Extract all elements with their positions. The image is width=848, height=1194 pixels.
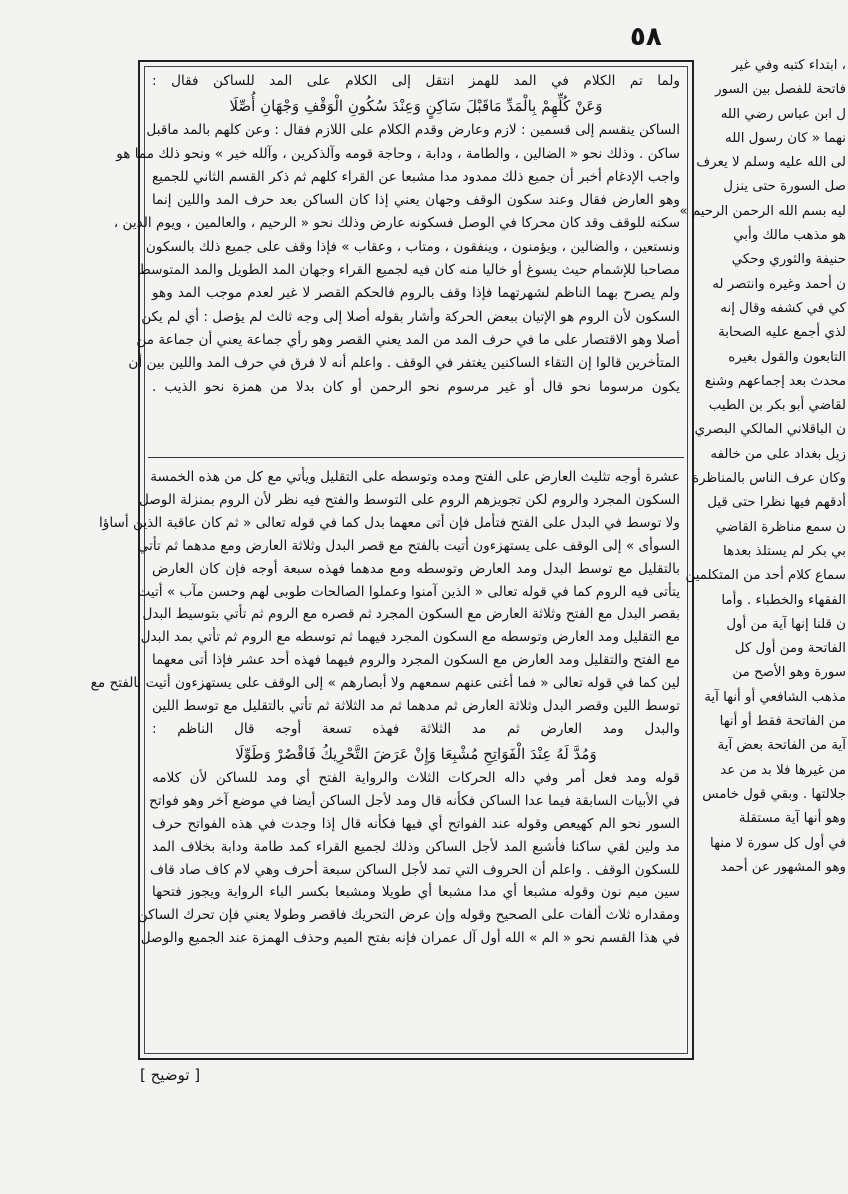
text-line: ولا توسط في البدل على الفتح فتأمل فإن أتى معهما بدل كما في قوله تعالى « ثم كان عاقبة الذين أساؤا: [99, 514, 680, 531]
catchword: [ توضيح ]: [140, 1066, 201, 1084]
text-line: مع التقليل ومد العارض وتوسطه مع السكون المجرد فيهما ثم توسطه مع الروم ثم تأتي بمد البدل: [140, 629, 680, 646]
text-line: أصلا وهو الاقتصار على ما في حرف المد من المد يعني القصر وهو رأي جماعة يعني أن جماعة من: [136, 331, 680, 348]
text-line: واجب الإدغام أخبر أن جميع ذلك ممدود مدا مشبعا عن القراء كلهم ثم ذكر القسم الثاني للجميع: [152, 168, 680, 185]
margin-line: بي بكر لم يستلذ بعدها: [723, 543, 846, 559]
margin-line: زيل بغداد على من خالفه: [710, 446, 846, 462]
margin-line: في أول كل سورة لا منها: [710, 835, 846, 851]
text-line: سين ميم نون وقوله مشبعا أي مدا مشبعا أي طويلا ومشبعا بكسر الباء الرواية ويجوز فتحها: [152, 884, 680, 901]
section-divider: [148, 457, 684, 458]
margin-line: ن الباقلاني المالكي البصري: [694, 422, 846, 438]
intro-line: ولما تم الكلام في المد للهمز انتقل إلى الكلام على المد للساكن فقال :: [152, 73, 680, 89]
margin-line: ل ابن عباس رضي الله: [720, 106, 846, 122]
margin-line: صل السورة حتى ينزل: [723, 179, 846, 195]
margin-line: أدقهم فيها نظرا حتى قيل: [707, 495, 846, 511]
margin-line: لذي أجمع عليه الصحابة: [718, 325, 846, 341]
margin-line: كي في كشفه وقال إنه: [720, 300, 846, 316]
text-line: عشرة أوجه تثليث العارض على الفتح ومده وتوسطه على التقليل ويأتي مع كل من هذه الخمسة: [150, 469, 680, 485]
margin-line: مذهب الشافعي أو أنها آية: [704, 689, 846, 705]
margin-line: سورة وهو الأصح من: [732, 665, 846, 681]
margin-line: لقاضي أبو بكر بن الطيب: [708, 398, 846, 414]
margin-line: الفاتحة ومن أول كل: [734, 641, 846, 657]
text-line: في هذا القسم نحو « الم » الله أول آل عمران فإنه بفتح الميم وحذف الهمزة عند الجميع والوصل: [140, 930, 680, 947]
margin-line: محدث بعد إجماعهم وشنع: [704, 373, 846, 389]
text-line: والبدل ومد العارض ثم مد الثلاثة فهذه تسعة أوجه قال الناظم :: [152, 720, 680, 737]
margin-line: فاتحة للفصل بين السور: [715, 82, 846, 98]
margin-line: حنيفة والثوري وحكي: [731, 252, 846, 268]
margin-notes: [679, 54, 846, 1064]
text-line: توسط اللين وقصر البدل وثلاثة العارض ثم مدهما ثم مد الثلاثة ثم تأتي بالتقليل مع توسط اللين: [152, 698, 680, 715]
text-line: في الأبيات السابقة فيما عدا الساكن فكأنه قال ومد لأجل الساكن أيضا في موضع آخر وهو فواتح: [149, 792, 680, 809]
text-line: بقصر البدل مع الفتح وثلاثة العارض مع السكون المجرد ثم قصره مع الروم ثم تأتي بتوسيط البدل: [142, 606, 680, 623]
text-line: وهو العارض فقال وعند سكون الوقف وجهان يعني إذا كان الساكن بعد حرف المد واللين إنما: [152, 192, 680, 209]
text-line: بالتقليل مع توسط البدل ومد العارض وتوسطه ومع مدهما فهذه سبعة أوجه فإن كان العارض: [152, 560, 680, 577]
main-text-frame: [90, 60, 694, 1060]
text-line: السكون لأن الروم هو الإتيان ببعض الحركة وأشار بقوله أصلا إلى وجه ثالث لم يؤصل : أي لم يكن: [141, 308, 680, 325]
text-line: المتأخرين قالوا إن التقاء الساكنين يغتفر في الوقف . واعلم أنه لا فرق في حرف المد واللين بين أن: [128, 355, 680, 372]
text-line: ونستعين ، والضالين ، ويؤمنون ، وينفقون ، ومتاب ، وعقاب » فإذا وقف على جميع ذلك بالسكون: [145, 238, 680, 255]
text-line: السور نحو الم كهيعص وقوله عند الفواتح أي فيها فكأنه قال إذا وجدت في هذه الفواتح حرف: [152, 815, 680, 832]
top-commentary: [113, 70, 680, 452]
margin-line: وهو أنها آية مستقلة: [738, 811, 846, 827]
text-line: لين كما في قوله تعالى « فما أغنى عنهم سمعهم ولا أبصارهم » إلى الوقف على يستهزءون أتيت بالفتح مع: [90, 675, 680, 692]
margin-line: وكان عرف الناس بالمناظرة: [692, 471, 846, 487]
margin-line: هو مذهب مالك وأبي: [733, 228, 846, 244]
margin-line: ن قلنا إنها آية من أول: [726, 616, 846, 632]
text-line: للسكون الوقف . واعلم أن الحروف التي تمد لأجل الساكن سبعة أحرف وهي لام كاف صاد قاف: [150, 861, 680, 878]
margin-line: الفقهاء والخطباء . وأما: [721, 592, 846, 608]
margin-line: وهو المشهور عن أحمد: [720, 859, 846, 875]
text-line: يكون مرسوما نحو قال أو غير مرسوم نحو الرحمن أو كان بدلا من همزة نحو الذيب .: [152, 378, 680, 395]
margin-line: لى الله عليه وسلم لا يعرف: [696, 155, 846, 171]
margin-line: آية من الفاتحة بعض آية: [717, 738, 846, 754]
verse-line: وَمُدَّ لَهُ عِنْدَ الْفَوَاتِحِ مُشْبِعَا وَإِنْ عَرَضَ التَّحْرِيكُ فَاقْصُرْ وَطَوِّلَا: [235, 744, 597, 763]
text-line: سكنه للوقف وقد كان محركا في الوصل فسكونه عارض وذلك نحو « الرحيم ، والعالمين ، ويوم الدين ،: [113, 215, 680, 232]
margin-line: سماع كلام أحد من المتكلمين: [685, 568, 846, 584]
margin-line: جلالتها . وبقي قول خامس: [702, 786, 846, 802]
margin-line: نهما « كان رسول الله: [725, 130, 846, 146]
text-line: السوأى » إلى الوقف على يستهزءون أتيت بالفتح مع قصر البدل وثلاثة العارض ومع مدهما ثم تأتي: [137, 537, 680, 554]
text-line: مصاحبا للإشمام حيث يسوغ أو خاليا منه كان فيه لجميع القراء وجهان المد الطويل والمد المتوسط: [138, 262, 680, 279]
margin-line: ن سمع مناظرة القاضي: [715, 519, 846, 535]
text-line: مع الفتح والتقليل ومد العارض مع السكون المجرد والروم فيهما فهذه أحد عشر فإذا أتى معهما: [152, 652, 680, 669]
text-line: مد ولين لقي ساكنا فأشبع المد لأجل الساكن وذلك لجميع القراء كمد طامة ودابة بخلاف المد: [152, 838, 680, 855]
margin-line: التابعون والقول بغيره: [728, 349, 846, 365]
margin-line: ، ابتداء كتبه وفي غير: [732, 58, 846, 73]
text-line: قوله ومد فعل أمر وفي داله الحركات الثلاث والرواية الفتح أي ومد للساكن لأن كلامه: [152, 769, 680, 786]
verse-line: وَعَنْ كُلِّهِمْ بِالْمَدِّ مَاقَبْلَ سَاكِنٍ وَعِنْدَ سُكُونِ الْوَقْفِ وَجْهَانِ أُصِّلَا: [229, 97, 603, 116]
text-line: ومقداره ثلاث ألفات على الصحيح وقوله وإن عرض التحريك فاقصر وطولا يعني فإن تحرك الساكن: [137, 907, 680, 924]
text-line: ولم يصرح بهما الناظم لشهرتهما فإذا وقف بالروم فالحكم القصر لا غير لعدم موجب المد وهو: [152, 285, 680, 302]
margin-line: من الفاتحة فقط أو أنها: [719, 714, 846, 730]
text-line: ساكن . وذلك نحو « الضالين ، والطامة ، ودابة ، وحاجة قومه وآلذكرين ، وآلله خير » ونحو ذلك مما هو: [116, 145, 680, 162]
margin-line: من غيرها فلا بد من عد: [720, 762, 846, 778]
text-line: السكون المجرد والروم لكن تجويزهم الروم على التوسط والفتح فيه نظر لأن الروم بمنزلة الوصل: [138, 491, 680, 508]
margin-line: ليه بسم الله الرحمن الرحيم »: [679, 203, 846, 219]
margin-line: ن أحمد وغيره وانتصر له: [712, 276, 846, 292]
text-line: يتأتى فيه الروم كما في قوله تعالى « الذين آمنوا وعملوا الصالحات طوبى لهم وحسن مآب » أتيت: [137, 583, 680, 600]
text-line: الساكن ينقسم إلى قسمين : لازم وعارض وقدم الكلام على اللازم فقال : وعن كلهم بالمد ماقبل: [146, 122, 680, 139]
page-number: ٥٨: [630, 22, 662, 52]
bottom-commentary: [90, 466, 680, 1051]
